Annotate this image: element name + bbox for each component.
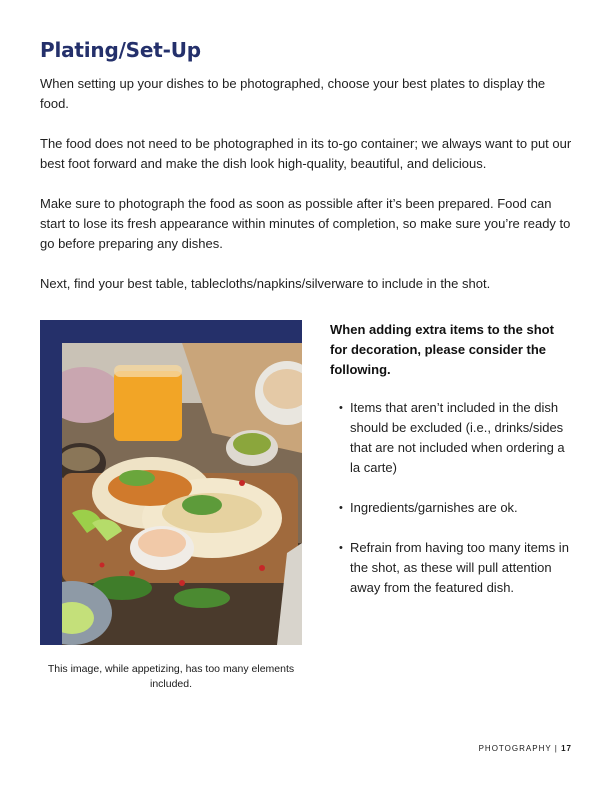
container-paragraph: The food does not need to be photographed in its to-go container; we always want to put our best foot forward and make the dish look high-quality, beautiful, and delicious. (40, 136, 572, 171)
decoration-bullet-list (330, 398, 570, 618)
bullet-icon: • (339, 402, 343, 414)
footer-separator: | (554, 744, 558, 753)
decoration-heading: When adding extra items to the shot for decoration, please consider the following. (330, 322, 554, 377)
timing-paragraph: Make sure to photograph the food as soon as possible after it’s been prepared. Food can start to lose its fresh appearance within minutes of completion, so make sure you’re ready to go before preparing any dishes. (40, 196, 571, 251)
bullet-text: Ingredients/garnishes are ok. (350, 500, 518, 515)
bullet-text: Items that aren’t included in the dish should be excluded (i.e., drinks/sides that are not included when ordering a la carte) (350, 400, 565, 475)
list-item (330, 498, 570, 518)
list-item (330, 398, 570, 478)
footer-section: PHOTOGRAPHY (478, 744, 552, 753)
list-item (330, 538, 570, 598)
tacos-photo (62, 343, 302, 645)
table-paragraph: Next, find your best table, tablecloths/napkins/silverware to include in the shot. (40, 276, 491, 291)
page-number: 17 (561, 744, 572, 753)
page-title: Plating/Set-Up (40, 38, 201, 62)
photo-caption: This image, while appetizing, has too many elements included. (47, 663, 295, 690)
page-footer (479, 744, 572, 753)
bullet-icon: • (339, 542, 343, 554)
bullet-text: Refrain from having too many items in the shot, as these will pull attention away from the featured dish. (350, 540, 569, 595)
intro-paragraph: When setting up your dishes to be photographed, choose your best plates to display the food. (40, 76, 546, 111)
bullet-icon: • (339, 502, 343, 514)
